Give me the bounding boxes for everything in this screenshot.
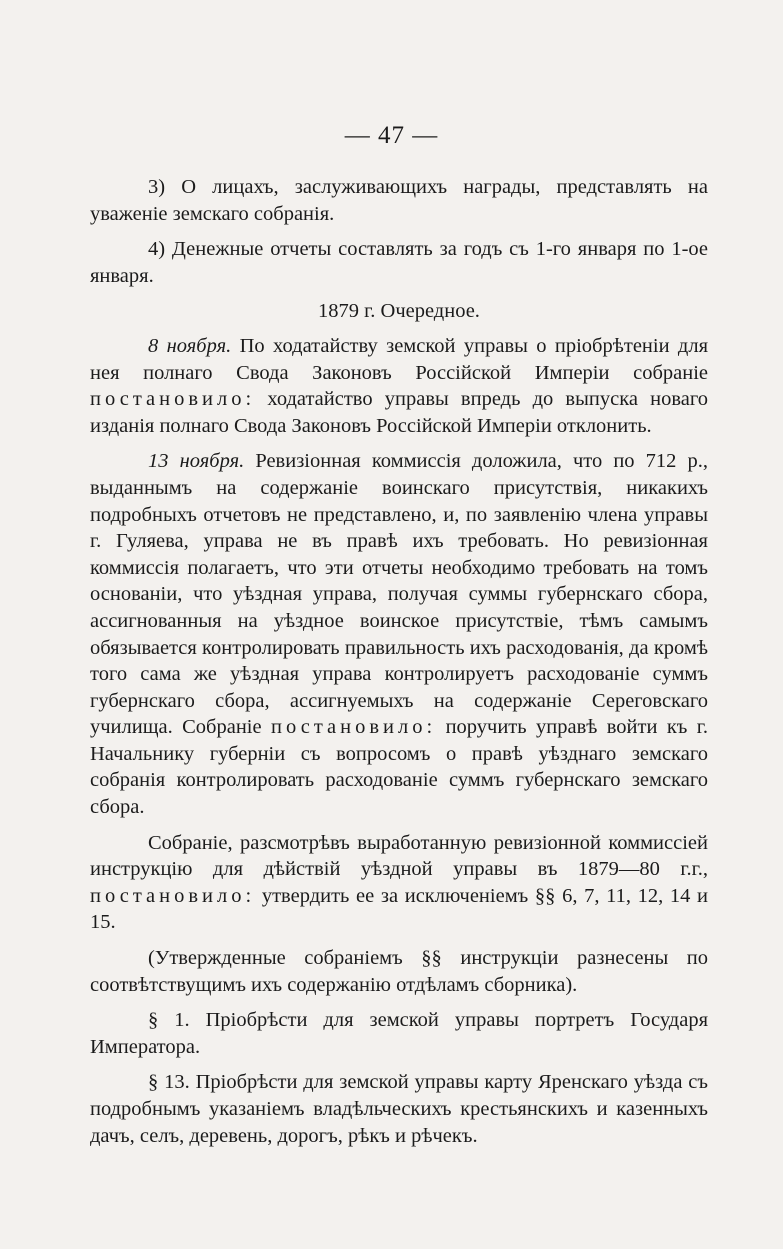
paragraph-text: Ревизіонная коммиссія доложила, что по 712 р., выданнымъ на содержаніе воинскаго присутствія, никакихъ подробныхъ отчетовъ не представлено, и, по заявленію члена управы г. Гуляева, управа не въ правѣ ихъ требовать. Но ревизіонная коммиссія полагаетъ, что эти отчеты необходимо требовать на томъ основаніи, что уѣздная управа, получая суммы губернскаго сбора, ассигнованныя на уѣздное воинское присутствіе, тѣмъ самымъ обязывается контролировать правильность ихъ расходованія, да кромѣ того сама же уѣздная управа контролируетъ расходованіе суммъ губернскаго сбора, ассигнуемыхъ на содержаніе Сереговскаго училища. Собраніе — [90, 450, 708, 739]
section-paragraph-1: § 1. Пріобрѣсти для земской управы портретъ Государя Императора. — [90, 1009, 708, 1058]
resolution-word: постановило: — [90, 884, 256, 907]
paragraph-item-3: 3) О лицахъ, заслуживающихъ награды, представлять на уваженіе земскаго собранія. — [90, 176, 708, 225]
paragraph-note: (Утвержденные собраніемъ §§ инструкціи разнесены по соотвѣтствущимъ ихъ содержанію отдѣламъ сборника). — [90, 947, 708, 996]
page-number: — 47 — — [344, 122, 439, 149]
paragraph-text: ходатайство управы впредь до выпуска новаго изданія полнаго Свода Законовъ Россійской Имперіи отклонить. — [90, 388, 708, 437]
session-heading: 1879 г. Очередное. — [318, 300, 480, 323]
paragraph-text: утвердить ее за исключеніемъ §§ 6, 7, 11, 12, 14 и 15. — [90, 884, 709, 934]
paragraph-item-4: 4) Денежные отчеты составлять за годъ съ 1-го января по 1-ое января. — [90, 238, 708, 287]
section-paragraph-13: § 13. Пріобрѣсти для земской управы карту Яренскаго уѣзда съ подробнымъ указаніемъ владѣльческихъ крестьянскихъ и казенныхъ дачъ, селъ, деревень, дорогъ, рѣкъ и рѣчекъ. — [90, 1071, 708, 1147]
paragraph-text: По ходатайству земской управы о пріобрѣтеніи для нея полнаго Свода Законовъ Россійской Имперіи собраніе — [90, 334, 709, 384]
resolution-word: постановило: — [90, 388, 256, 411]
paragraph-instructions — [90, 830, 708, 936]
paragraph-text: Собраніе, разсмотрѣвъ выработанную ревизіонной коммиссіей инструкцію для дѣйствій уѣздной управы въ 1879—80 г.г., — [90, 831, 708, 881]
paragraph-november-13 — [90, 448, 708, 820]
paragraph-november-8 — [90, 333, 708, 439]
date-label: 13 ноября. — [148, 450, 245, 473]
page-body — [90, 174, 708, 1158]
paragraph-text: поручить управѣ войти къ г. Начальнику губерніи съ вопросомъ о правѣ уѣзднаго земскаго собранія контролировать расходованіе суммъ губернскаго земскаго сбора. — [90, 716, 709, 819]
date-label: 8 ноября. — [148, 334, 232, 357]
resolution-word: постановило: — [271, 716, 437, 739]
